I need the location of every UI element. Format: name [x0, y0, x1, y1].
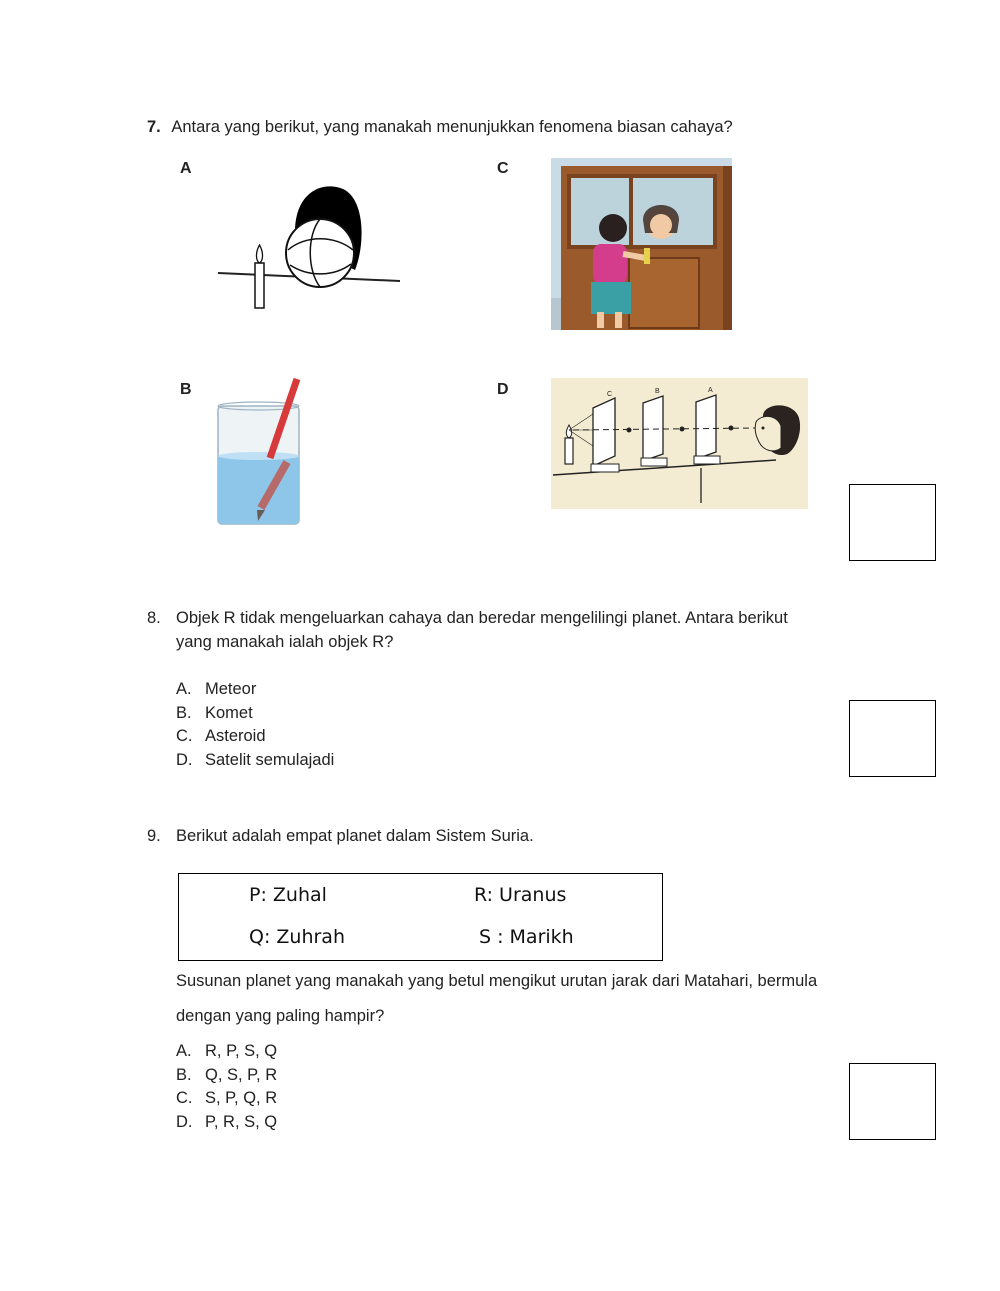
- q9-answer-box[interactable]: [849, 1063, 936, 1140]
- q8-number: 8.: [147, 609, 161, 627]
- q9-choice-letter: B.: [176, 1065, 192, 1084]
- q7-question: [147, 118, 733, 137]
- q9-choice-letter: A.: [176, 1042, 192, 1060]
- q9-choice-text: P, R, S, Q: [205, 1112, 278, 1131]
- q8-choice-text: Satelit semulajadi: [205, 750, 335, 769]
- q8-choice-b[interactable]: [176, 704, 334, 728]
- q9-choices: [176, 1042, 277, 1136]
- q7-figure-d-label-a: A: [708, 387, 713, 394]
- q7-answer-box[interactable]: [849, 484, 936, 561]
- q7-option-c-label: C: [497, 160, 509, 177]
- q8-choice-letter: C.: [176, 727, 193, 745]
- q9-instruction-line1: Susunan planet yang manakah yang betul mengikut urutan jarak dari Matahari, bermula: [176, 972, 818, 990]
- q8-choice-letter: B.: [176, 703, 192, 722]
- q9-choice-letter: D.: [176, 1112, 193, 1131]
- q7-figure-d-label-c: C: [607, 391, 613, 398]
- q8-choice-text: Komet: [205, 703, 253, 722]
- q9-question: Berikut adalah empat planet dalam Sistem Suria.: [176, 827, 534, 845]
- q9-number: 9.: [147, 827, 161, 845]
- q9-choice-d[interactable]: [176, 1113, 277, 1137]
- q9-choice-a[interactable]: [176, 1042, 277, 1066]
- q9-choice-letter: C.: [176, 1089, 193, 1107]
- q9-choice-text: Q, S, P, R: [205, 1065, 278, 1084]
- q7-figure-d-cards-experiment: [551, 378, 808, 509]
- q8-answer-box[interactable]: [849, 700, 936, 777]
- q8-choices: [176, 680, 334, 774]
- q9-instruction-line2: dengan yang paling hampir?: [176, 1007, 385, 1025]
- q8-choice-text: Asteroid: [205, 727, 266, 745]
- q7-figure-c-mirror: [551, 158, 732, 330]
- q9-choice-c[interactable]: [176, 1089, 277, 1113]
- q7-number: 7.: [147, 118, 161, 136]
- q9-choice-b[interactable]: [176, 1066, 277, 1090]
- q7-option-b-label: B: [180, 381, 192, 398]
- q8-choice-text: Meteor: [205, 680, 257, 698]
- q7-figure-a-candle-ball: [215, 150, 405, 345]
- q8-choice-letter: D.: [176, 750, 193, 769]
- q9-planet-s: S : Marikh: [479, 926, 574, 948]
- q7-option-a-label: A: [180, 160, 192, 177]
- q8-choice-a[interactable]: [176, 680, 334, 704]
- q9-choice-text: S, P, Q, R: [205, 1089, 278, 1107]
- q9-planet-table: [178, 873, 663, 961]
- q7-figure-d-label-b: B: [655, 388, 660, 395]
- q8-choice-d[interactable]: [176, 751, 334, 775]
- q8-question-line1: Objek R tidak mengeluarkan cahaya dan beredar mengelilingi planet. Antara berikut: [176, 609, 788, 627]
- q9-planet-q: Q: Zuhrah: [249, 926, 345, 948]
- q7-figure-b-pencil-glass: [217, 376, 302, 526]
- q8-question-line2: yang manakah ialah objek R?: [176, 633, 394, 651]
- q7-text: Antara yang berikut, yang manakah menunjukkan fenomena biasan cahaya?: [171, 118, 733, 136]
- q8-choice-letter: A.: [176, 680, 192, 698]
- q9-planet-r: R: Uranus: [474, 884, 567, 906]
- q9-planet-p: P: Zuhal: [249, 884, 327, 906]
- q9-choice-text: R, P, S, Q: [205, 1042, 278, 1060]
- q8-choice-c[interactable]: [176, 727, 334, 751]
- q7-option-d-label: D: [497, 381, 509, 398]
